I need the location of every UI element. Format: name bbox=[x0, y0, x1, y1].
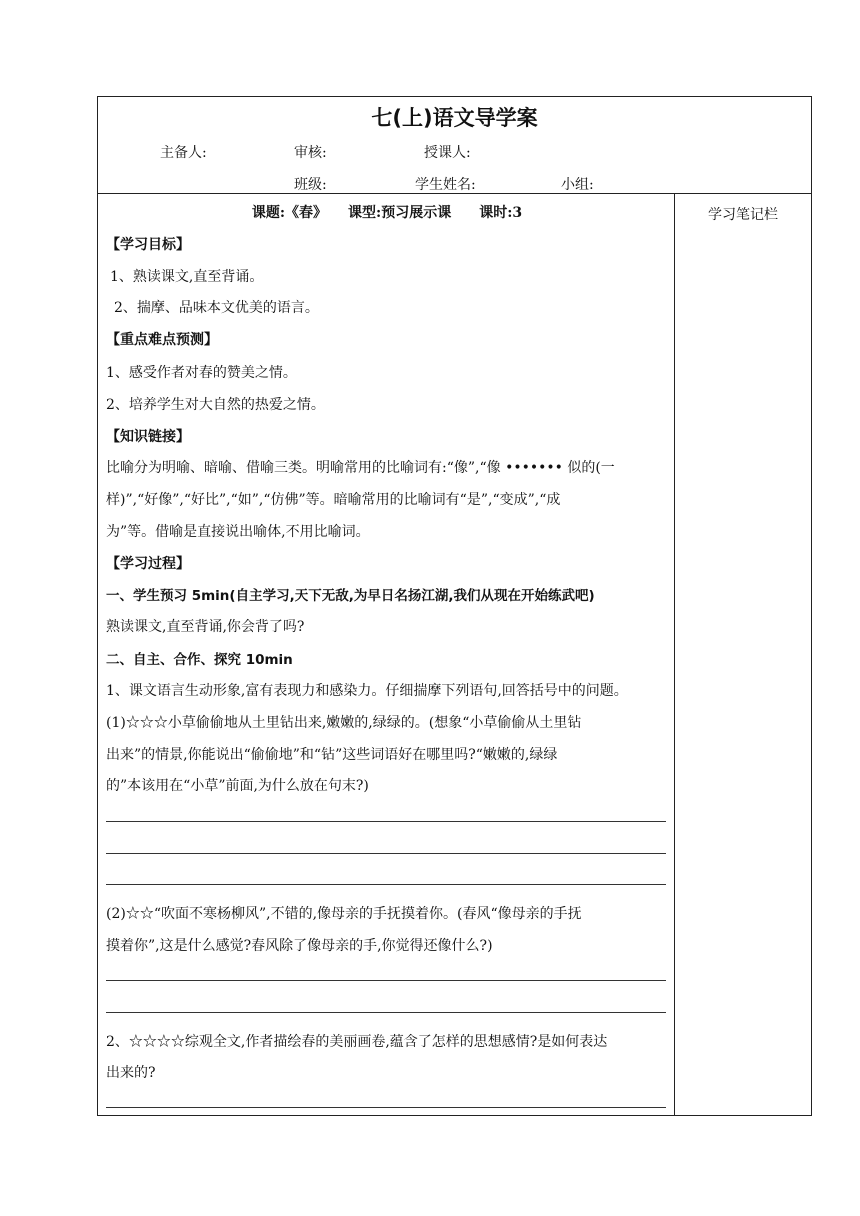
question-1-1-line: (1)☆☆☆小草偷偷地从土里钻出来,嫩嫩的,绿绿的。(想象“小草偷偷从土里钻 bbox=[106, 715, 582, 731]
question-2-line: 出来的? bbox=[106, 1065, 156, 1081]
key-point-item: 2、培养学生对大自然的热爱之情。 bbox=[106, 397, 325, 413]
key-point-item: 1、感受作者对春的赞美之情。 bbox=[106, 365, 297, 381]
teacher-label: 授课人: bbox=[424, 145, 471, 161]
answer-line[interactable] bbox=[106, 1107, 666, 1108]
question-2-line: 2、☆☆☆☆综观全文,作者描绘春的美丽画卷,蕴含了怎样的思想感情?是如何表达 bbox=[106, 1034, 608, 1050]
answer-line[interactable] bbox=[106, 884, 666, 885]
worksheet-header bbox=[98, 97, 811, 194]
part2-heading: 二、自主、合作、探究 10min bbox=[106, 652, 293, 668]
answer-line[interactable] bbox=[106, 853, 666, 854]
answer-line[interactable] bbox=[106, 821, 666, 822]
knowledge-text-line: 比喻分为明喻、暗喻、借喻三类。明喻常用的比喻词有:“像”,“像 ••••••• 似的(一 bbox=[106, 460, 615, 476]
question-1-1-line: 的”本该用在“小草”前面,为什么放在句末?) bbox=[106, 778, 369, 794]
part1-heading: 一、学生预习 5min(自主学习,天下无敌,为早日名扬江湖,我们从现在开始练武吧) bbox=[106, 588, 595, 604]
student-name-label: 学生姓名: bbox=[415, 177, 476, 193]
notes-column[interactable] bbox=[675, 193, 811, 1115]
preparer-label: 主备人: bbox=[160, 145, 207, 161]
goal-item: 1、熟读课文,直至背诵。 bbox=[110, 269, 264, 285]
knowledge-heading: 【知识链接】 bbox=[106, 429, 190, 445]
answer-line[interactable] bbox=[106, 980, 666, 981]
lesson-info: 课题:《春》 课型:预习展示课 课时:3 bbox=[251, 205, 523, 221]
question-1-1-line: 出来”的情景,你能说出“偷偷地”和“钻”这些词语好在哪里吗?“嫩嫩的,绿绿 bbox=[106, 747, 558, 763]
answer-line[interactable] bbox=[106, 1012, 666, 1013]
part1-text: 熟读课文,直至背诵,你会背了吗? bbox=[106, 619, 305, 635]
knowledge-text-line: 样)”,“好像”,“好比”,“如”,“仿佛”等。暗喻常用的比喻词有“是”,“变成”,“成 bbox=[106, 492, 561, 508]
worksheet-table bbox=[97, 96, 812, 1116]
class-label: 班级: bbox=[294, 177, 327, 193]
question-1-intro: 1、课文语言生动形象,富有表现力和感染力。仔细揣摩下列语句,回答括号中的问题。 bbox=[106, 683, 628, 699]
notes-column-label: 学习笔记栏 bbox=[708, 207, 778, 223]
goals-heading: 【学习目标】 bbox=[106, 237, 190, 253]
goal-item: 2、揣摩、品味本文优美的语言。 bbox=[114, 300, 319, 316]
reviewer-label: 审核: bbox=[294, 145, 327, 161]
knowledge-text-line: 为”等。借喻是直接说出喻体,不用比喻词。 bbox=[106, 524, 370, 540]
process-heading: 【学习过程】 bbox=[106, 556, 190, 572]
page-title: 七(上)语文导学案 bbox=[371, 106, 538, 130]
group-label: 小组: bbox=[561, 177, 594, 193]
question-1-2-line: (2)☆☆“吹面不寒杨柳风”,不错的,像母亲的手抚摸着你。(春风“像母亲的手抚 bbox=[106, 906, 582, 922]
key-points-heading: 【重点难点预测】 bbox=[106, 332, 218, 348]
question-1-2-line: 摸着你”,这是什么感觉?春风除了像母亲的手,你觉得还像什么?) bbox=[106, 938, 493, 954]
lesson-content bbox=[98, 193, 675, 1115]
